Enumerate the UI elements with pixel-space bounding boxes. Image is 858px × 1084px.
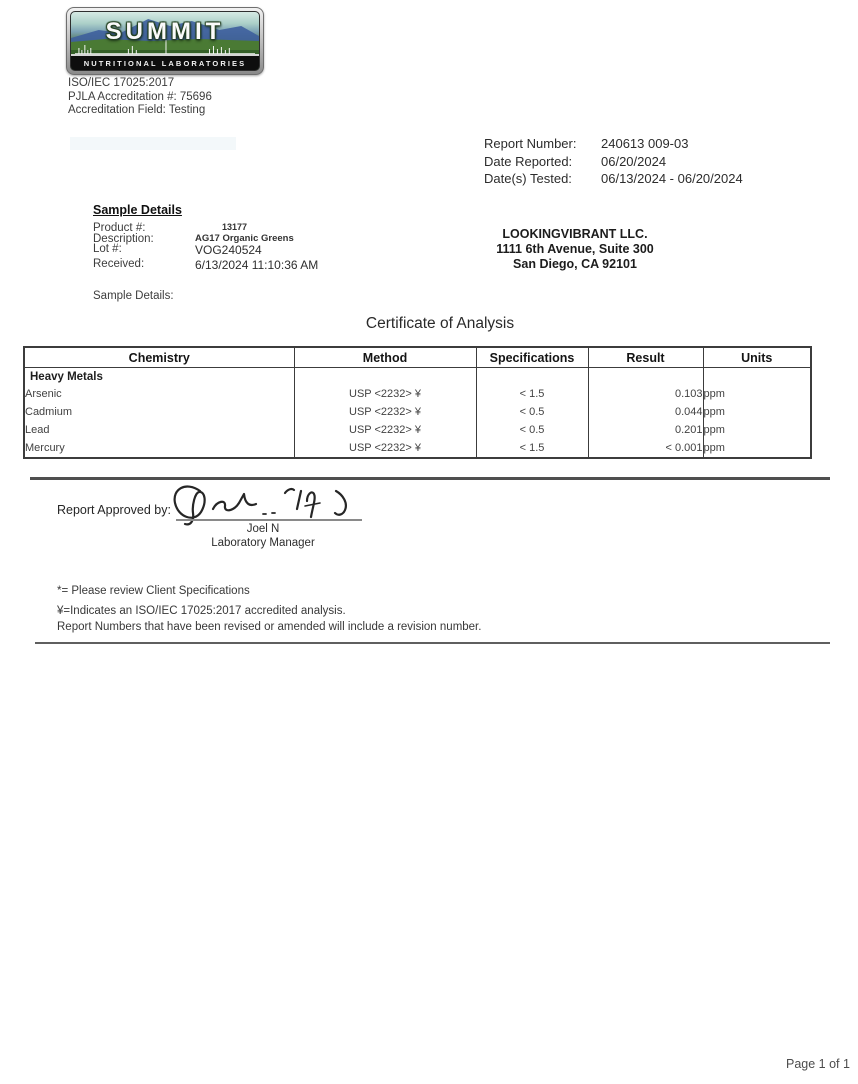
footnote-client-specs: *= Please review Client Specifications xyxy=(57,585,250,597)
approver-name: Joel N xyxy=(246,523,280,535)
analyte-name: Mercury xyxy=(24,439,294,458)
received-value: 6/13/2024 11:10:36 AM xyxy=(195,258,319,272)
date-reported-row xyxy=(484,153,743,171)
description-label: Description: xyxy=(93,233,154,245)
accreditation-line: ISO/IEC 17025:2017 xyxy=(68,77,175,89)
column-header-specifications: Specifications xyxy=(476,347,588,368)
summit-logo-landscape xyxy=(70,11,260,71)
certificate-title: Certificate of Analysis xyxy=(365,315,515,332)
units-value: ppm xyxy=(703,385,811,403)
sample-details-heading: Sample Details xyxy=(93,203,182,217)
report-approved-by-label: Report Approved by: xyxy=(57,503,171,517)
report-info-block xyxy=(484,135,743,188)
dates-tested-row xyxy=(484,170,743,188)
table-row xyxy=(24,403,811,421)
specification-value: < 0.5 xyxy=(476,421,588,439)
accreditation-block xyxy=(68,77,212,118)
client-address-block xyxy=(467,227,683,273)
footnote-iso-accredited: ¥=Indicates an ISO/IEC 17025:2017 accredited analysis. xyxy=(57,605,346,617)
section-divider-line xyxy=(30,477,830,480)
section-label: Heavy Metals xyxy=(24,368,294,386)
dates-tested-label: Date(s) Tested: xyxy=(484,171,572,187)
approver-title: Laboratory Manager xyxy=(211,537,315,549)
results-table xyxy=(23,346,812,459)
method-value: USP <2232> ¥ xyxy=(294,403,476,421)
column-header-units: Units xyxy=(703,347,811,368)
date-reported-label: Date Reported: xyxy=(484,153,573,169)
result-value: 0.044 xyxy=(588,403,703,421)
accreditation-line: PJLA Accreditation #: 75696 xyxy=(68,90,212,103)
lot-number-value: VOG240524 xyxy=(195,243,262,257)
specification-value: < 0.5 xyxy=(476,403,588,421)
column-header-chemistry: Chemistry xyxy=(24,347,294,368)
analyte-name: Arsenic xyxy=(24,385,294,403)
signature-image xyxy=(168,479,368,529)
result-value: 0.201 xyxy=(588,421,703,439)
report-number-value: 240613 009-03 xyxy=(601,136,689,151)
analyte-name: Cadmium xyxy=(24,403,294,421)
summit-logo xyxy=(66,7,264,75)
units-value: ppm xyxy=(703,421,811,439)
product-number-label: Product #: xyxy=(93,222,146,234)
units-value: ppm xyxy=(703,439,811,458)
lot-number-label: Lot #: xyxy=(93,243,122,255)
scan-artifact-box xyxy=(70,137,236,150)
client-city: San Diego, CA 92101 xyxy=(513,257,637,272)
method-value: USP <2232> ¥ xyxy=(294,421,476,439)
method-value: USP <2232> ¥ xyxy=(294,385,476,403)
report-number-label: Report Number: xyxy=(484,136,577,151)
product-number-value: 13177 xyxy=(222,222,248,232)
date-reported-value: 06/20/2024 xyxy=(601,153,667,169)
signature-line xyxy=(176,519,362,521)
column-header-result: Result xyxy=(588,347,703,368)
client-name: LOOKINGVIBRANT LLC. xyxy=(502,227,648,241)
method-value: USP <2232> ¥ xyxy=(294,439,476,458)
table-header-row xyxy=(24,347,811,368)
accreditation-line: Accreditation Field: Testing xyxy=(68,104,206,116)
specification-value: < 1.5 xyxy=(476,439,588,458)
units-value: ppm xyxy=(703,403,811,421)
specification-value: < 1.5 xyxy=(476,385,588,403)
page-number: Page 1 of 1 xyxy=(786,1057,850,1071)
table-row xyxy=(24,385,811,403)
received-label: Received: xyxy=(93,258,145,270)
analyte-name: Lead xyxy=(24,421,294,439)
result-value: 0.103 xyxy=(588,385,703,403)
logo-wordmark: SUMMIT xyxy=(105,18,225,45)
logo-tagline: NUTRITIONAL LABORATORIES xyxy=(71,54,259,70)
client-street: 1111 6th Avenue, Suite 300 xyxy=(496,242,654,257)
section-row-heavy-metals xyxy=(24,368,811,386)
table-row xyxy=(24,439,811,458)
column-header-method: Method xyxy=(294,347,476,368)
report-number-row xyxy=(484,135,743,153)
sample-details-footer-label: Sample Details: xyxy=(93,290,174,302)
footnote-revision: Report Numbers that have been revised or amended will include a revision number. xyxy=(57,621,482,633)
description-value: AG17 Organic Greens xyxy=(195,233,294,244)
dates-tested-value: 06/13/2024 - 06/20/2024 xyxy=(601,171,743,187)
result-value: < 0.001 xyxy=(588,439,703,458)
footer-divider-line xyxy=(35,642,830,644)
table-row xyxy=(24,421,811,439)
